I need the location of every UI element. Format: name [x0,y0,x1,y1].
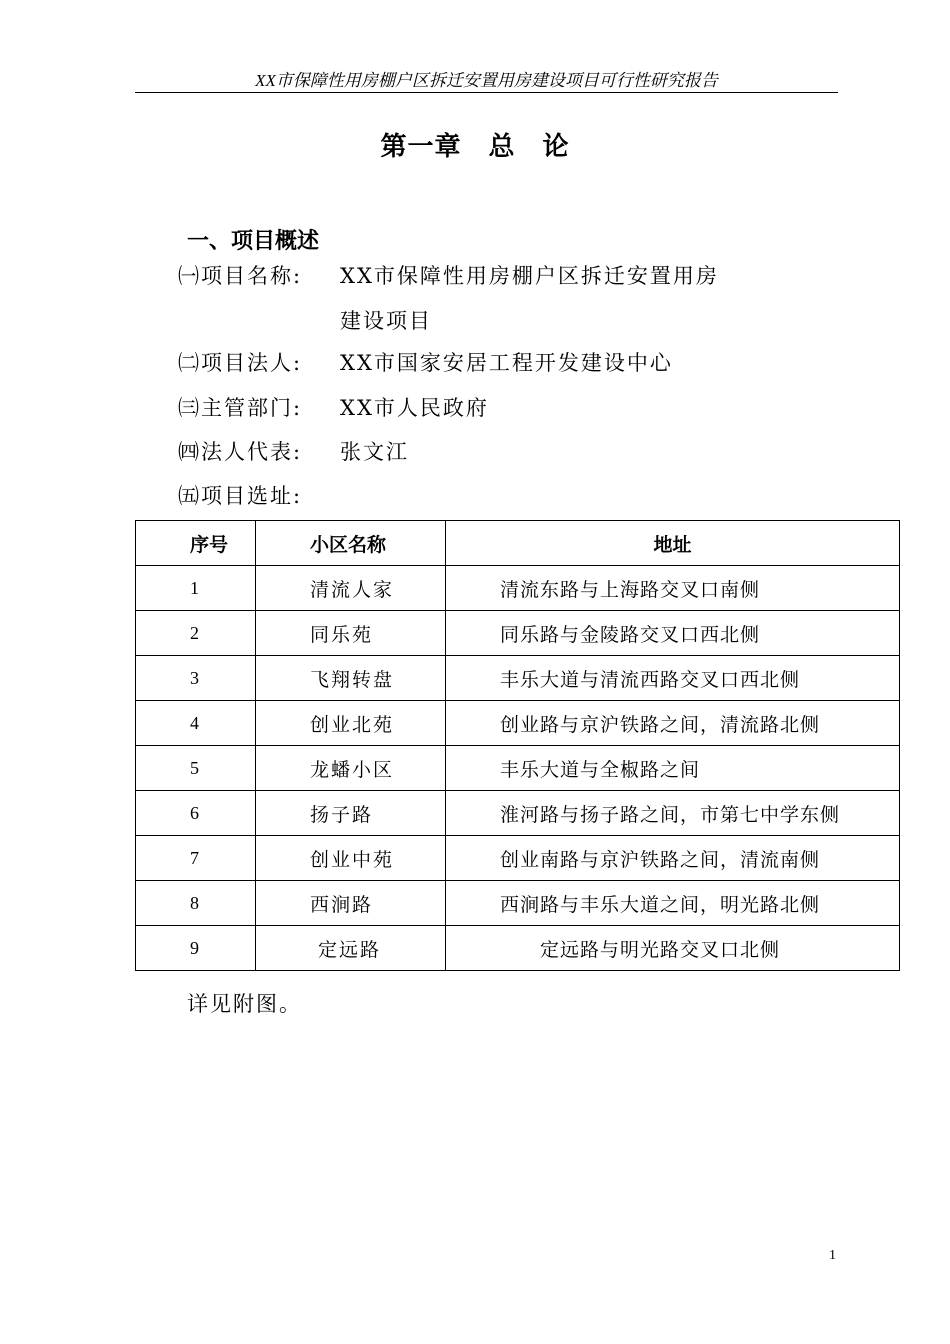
cell-index: 2 [136,611,256,656]
table-row [136,836,900,881]
info-value: XX市人民政府 [340,396,489,420]
cell-address: 丰乐大道与清流西路交叉口西北侧 [446,656,900,701]
cell-community: 扬子路 [256,791,446,836]
info-representative [178,436,409,466]
cell-address: 淮河路与扬子路之间，市第七中学东侧 [446,791,900,836]
table-row [136,656,900,701]
cell-index: 8 [136,881,256,926]
cell-index: 1 [136,566,256,611]
info-site [178,480,302,510]
chapter-title: 第一章 总 论 [380,132,570,162]
info-label: ㈣法人代表: [178,440,303,464]
info-value-continued: 建设项目 [340,309,432,333]
info-legal-entity [178,347,673,377]
cell-address: 创业路与京沪铁路之间，清流路北侧 [446,701,900,746]
info-project-name [178,260,719,290]
cell-community: 创业北苑 [256,701,446,746]
cell-community: 龙蟠小区 [256,746,446,791]
cell-index: 6 [136,791,256,836]
cell-index: 3 [136,656,256,701]
table-row [136,746,900,791]
section-title: 一、项目概述 [187,229,320,254]
table-row [136,926,900,971]
table-header-row [136,521,900,566]
cell-index: 4 [136,701,256,746]
page-number: 1 [829,1248,836,1263]
cell-index: 5 [136,746,256,791]
info-label: ㈡项目法人: [178,351,303,375]
header-index: 序号 [136,521,256,566]
cell-address: 清流东路与上海路交叉口南侧 [446,566,900,611]
site-table [135,520,900,971]
info-value: XX市国家安居工程开发建设中心 [340,351,673,375]
info-label: ㈠项目名称: [178,264,303,288]
cell-community: 创业中苑 [256,836,446,881]
cell-community: 飞翔转盘 [256,656,446,701]
table-row [136,611,900,656]
cell-address: 西涧路与丰乐大道之间，明光路北侧 [446,881,900,926]
info-value: XX市保障性用房棚户区拆迁安置用房 [340,264,719,288]
cell-community: 西涧路 [256,881,446,926]
info-label: ㈤项目选址: [178,484,303,508]
cell-address: 创业南路与京沪铁路之间，清流南侧 [446,836,900,881]
info-value: 张文江 [340,440,409,464]
table-row [136,791,900,836]
cell-address: 丰乐大道与全椒路之间 [446,746,900,791]
running-header-title: XX市保障性用房棚户区拆迁安置用房建设项目可行性研究报告 [255,71,718,90]
cell-address: 定远路与明光路交叉口北侧 [446,926,900,971]
cell-index: 9 [136,926,256,971]
info-department [178,392,489,422]
running-header [135,66,838,93]
table-row [136,881,900,926]
cell-community: 定远路 [256,926,446,971]
table-row [136,566,900,611]
cell-index: 7 [136,836,256,881]
header-address: 地址 [446,521,900,566]
info-label: ㈢主管部门: [178,396,303,420]
cell-address: 同乐路与金陵路交叉口西北侧 [446,611,900,656]
see-attachment-note: 详见附图。 [187,992,302,1016]
cell-community: 同乐苑 [256,611,446,656]
table-row [136,701,900,746]
cell-community: 清流人家 [256,566,446,611]
header-community: 小区名称 [256,521,446,566]
